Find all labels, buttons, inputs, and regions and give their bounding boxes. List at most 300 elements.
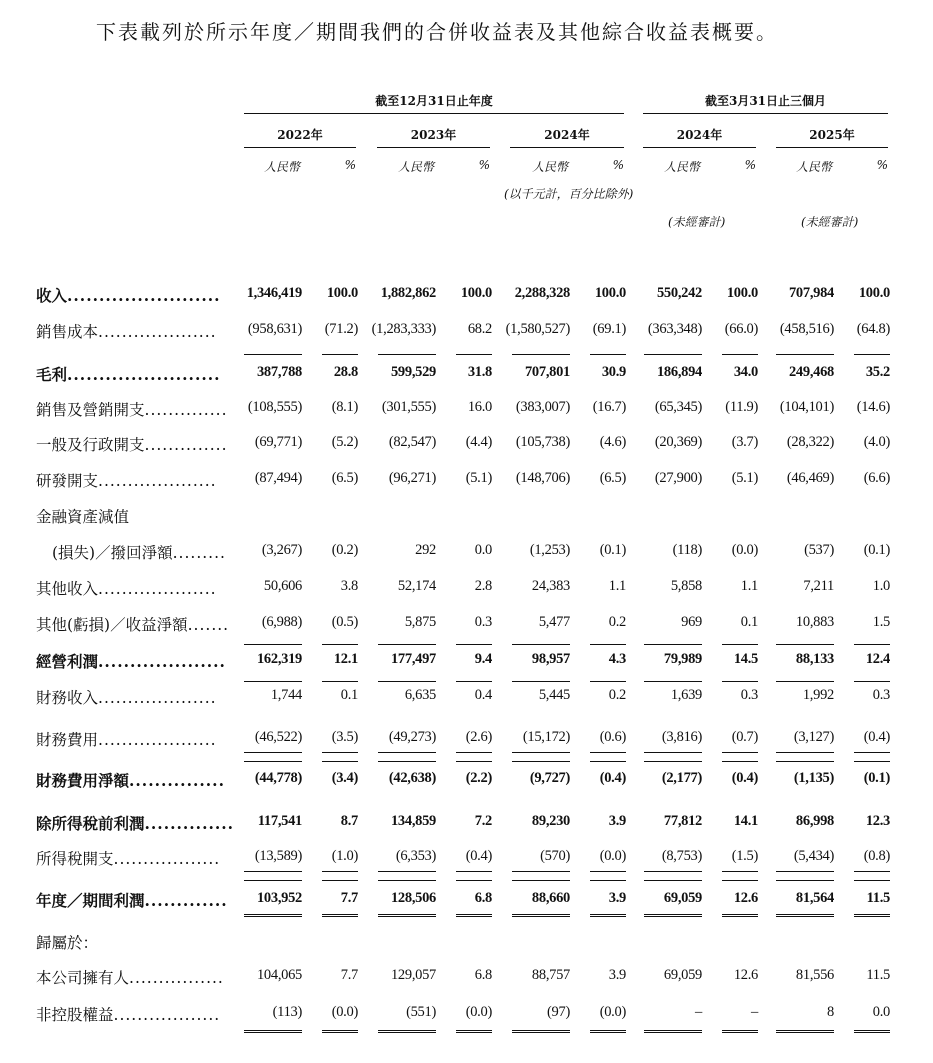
- subtotal-rule: [722, 752, 758, 753]
- table-cell: 10,883: [795, 614, 834, 630]
- total-double-rule: [244, 1030, 302, 1033]
- subtotal-rule: [378, 871, 436, 872]
- row-label-text: 本公司擁有人: [36, 969, 130, 987]
- table-cell: (5.2): [331, 434, 358, 450]
- percent-label: %: [876, 158, 888, 172]
- group-header-quarter: 截至3月31日止三個月: [704, 94, 827, 108]
- total-double-rule: [644, 1030, 702, 1033]
- table-cell: 77,812: [663, 813, 702, 829]
- subtotal-rule: [512, 880, 570, 881]
- subtotal-rule: [644, 681, 702, 682]
- total-double-rule: [590, 1030, 626, 1033]
- table-cell: (3.7): [731, 434, 758, 450]
- subtotal-rule: [378, 761, 436, 762]
- table-cell: (0.0): [731, 542, 758, 558]
- table-cell: 6.8: [474, 890, 492, 906]
- table-cell: (6.5): [331, 470, 358, 486]
- table-cell: 5,875: [404, 614, 436, 630]
- row-label-text: (損失)／撥回淨額: [52, 544, 173, 562]
- table-cell: (0.0): [465, 1004, 492, 1020]
- subtotal-rule: [456, 752, 492, 753]
- year-header-rule: [244, 147, 356, 148]
- table-cell: (64.8): [856, 321, 890, 337]
- table-cell: 2.8: [474, 578, 492, 594]
- row-label-text: 銷售成本: [36, 323, 99, 341]
- table-cell: (0.4): [465, 848, 492, 864]
- total-double-rule: [322, 1030, 358, 1033]
- table-cell: 3.9: [608, 967, 626, 983]
- leader-dots: ..................: [113, 850, 221, 868]
- table-cell: 249,468: [788, 364, 834, 380]
- subtotal-rule: [244, 761, 302, 762]
- table-cell: 69,059: [663, 890, 702, 906]
- table-cell: 88,133: [795, 651, 834, 667]
- table-cell: (118): [672, 542, 702, 558]
- leader-dots: ..............: [144, 814, 235, 833]
- table-cell: (4.6): [599, 434, 626, 450]
- table-cell: 35.2: [865, 364, 890, 380]
- subtotal-rule: [722, 761, 758, 762]
- subtotal-rule: [590, 880, 626, 881]
- subtotal-rule: [378, 644, 436, 645]
- row-label: [36, 650, 226, 672]
- table-cell: (97): [547, 1004, 570, 1020]
- subtotal-rule: [322, 761, 358, 762]
- row-label: [36, 541, 226, 563]
- table-cell: 0.4: [474, 687, 492, 703]
- table-cell: (46,469): [786, 470, 834, 486]
- row-label-text: 財務費用淨額: [36, 771, 130, 790]
- subtotal-rule: [322, 752, 358, 753]
- table-cell: 1,639: [670, 687, 702, 703]
- table-cell: 81,564: [795, 890, 834, 906]
- total-double-rule: [590, 914, 626, 917]
- subtotal-rule: [776, 871, 834, 872]
- leader-dots: .........: [172, 544, 226, 562]
- row-label: [36, 686, 218, 708]
- table-cell: (1.0): [331, 848, 358, 864]
- subtotal-rule: [378, 681, 436, 682]
- leader-dots: .............: [144, 891, 228, 910]
- subtotal-rule: [590, 752, 626, 753]
- table-cell: 100.0: [858, 285, 890, 301]
- leader-dots: ........................: [67, 286, 221, 305]
- table-cell: (87,494): [254, 470, 302, 486]
- table-cell: 24,383: [531, 578, 570, 594]
- subtotal-rule: [590, 681, 626, 682]
- table-cell: 1,346,419: [246, 285, 302, 301]
- subtotal-rule: [854, 644, 890, 645]
- table-cell: 6,635: [404, 687, 436, 703]
- row-label: [36, 433, 228, 455]
- table-cell: (6,353): [395, 848, 436, 864]
- row-label: [36, 363, 221, 385]
- currency-label: 人民幣: [263, 160, 300, 174]
- table-cell: 3.9: [608, 813, 626, 829]
- unaudited-label: (未經審計): [668, 215, 726, 229]
- subtotal-rule: [722, 880, 758, 881]
- table-cell: (27,900): [654, 470, 702, 486]
- subtotal-rule: [322, 354, 358, 355]
- leader-dots: ........................: [67, 365, 221, 384]
- total-double-rule: [512, 1030, 570, 1033]
- row-label-text: 其他(虧損)／收益淨額: [36, 616, 188, 634]
- table-cell: (0.6): [599, 729, 626, 745]
- table-cell: 292: [415, 542, 436, 558]
- table-cell: 88,757: [531, 967, 570, 983]
- leader-dots: ...............: [129, 771, 225, 790]
- year-header: 2025年: [809, 128, 855, 142]
- subtotal-rule: [590, 871, 626, 872]
- total-double-rule: [776, 1030, 834, 1033]
- table-cell: 5,445: [538, 687, 570, 703]
- intro-text: 下表載列於所示年度／期間我們的合併收益表及其他綜合收益表概要。: [96, 20, 778, 44]
- table-cell: 88,660: [531, 890, 570, 906]
- leader-dots: ....................: [98, 472, 217, 490]
- subtotal-rule: [644, 644, 702, 645]
- total-double-rule: [512, 914, 570, 917]
- row-label: [36, 613, 230, 635]
- currency-label: 人民幣: [663, 160, 700, 174]
- table-cell: 117,541: [257, 813, 302, 829]
- subtotal-rule: [244, 644, 302, 645]
- total-double-rule: [322, 914, 358, 917]
- row-label: [36, 812, 235, 834]
- table-cell: 0.2: [608, 687, 626, 703]
- year-header-rule: [510, 147, 624, 148]
- total-double-rule: [378, 1030, 436, 1033]
- table-cell: (8,753): [661, 848, 702, 864]
- table-cell: 550,242: [656, 285, 702, 301]
- table-cell: 69,059: [663, 967, 702, 983]
- subtotal-rule: [512, 752, 570, 753]
- currency-label: 人民幣: [795, 160, 832, 174]
- leader-dots: ....................: [98, 323, 217, 341]
- total-double-rule: [722, 1030, 758, 1033]
- row-label: [36, 398, 228, 420]
- table-cell: 6.8: [474, 967, 492, 983]
- table-cell: 969: [681, 614, 702, 630]
- row-label-text: 財務費用: [36, 731, 99, 749]
- table-cell: 0.2: [608, 614, 626, 630]
- table-cell: (551): [406, 1004, 436, 1020]
- row-label-text: 其他收入: [36, 580, 99, 598]
- subtotal-rule: [776, 681, 834, 682]
- row-label-text: 研發開支: [36, 472, 99, 490]
- table-cell: (44,778): [254, 770, 302, 786]
- table-cell: 1.1: [740, 578, 758, 594]
- subtotal-rule: [456, 880, 492, 881]
- table-cell: (1.5): [731, 848, 758, 864]
- table-cell: 1,744: [270, 687, 302, 703]
- table-cell: 387,788: [256, 364, 302, 380]
- table-cell: 134,859: [390, 813, 436, 829]
- table-cell: 30.9: [601, 364, 626, 380]
- table-cell: (383,007): [515, 399, 570, 415]
- table-cell: (0.1): [863, 770, 890, 786]
- table-cell: 14.1: [733, 813, 758, 829]
- subtotal-rule: [854, 871, 890, 872]
- table-cell: 11.5: [866, 890, 890, 906]
- table-cell: (13,589): [254, 848, 302, 864]
- table-cell: (0.1): [863, 542, 890, 558]
- table-cell: (0.1): [599, 542, 626, 558]
- subtotal-rule: [776, 761, 834, 762]
- table-cell: (6.5): [599, 470, 626, 486]
- table-cell: (0.4): [599, 770, 626, 786]
- table-cell: 8.7: [340, 813, 358, 829]
- table-cell: 2,288,328: [514, 285, 570, 301]
- table-cell: 3.9: [608, 890, 626, 906]
- table-cell: 129,057: [390, 967, 436, 983]
- table-cell: (5.1): [465, 470, 492, 486]
- row-label: [36, 728, 218, 750]
- table-cell: (96,271): [388, 470, 436, 486]
- table-cell: (3,127): [793, 729, 834, 745]
- table-cell: (0.4): [863, 729, 890, 745]
- table-cell: 162,319: [256, 651, 302, 667]
- subtotal-rule: [776, 752, 834, 753]
- table-cell: 79,989: [663, 651, 702, 667]
- leader-dots: ................: [129, 969, 224, 987]
- leader-dots: .......: [187, 616, 230, 634]
- subtotal-rule: [378, 752, 436, 753]
- table-cell: –: [751, 1004, 758, 1020]
- subtotal-rule: [854, 752, 890, 753]
- group-header-annual: 截至12月31日止年度: [375, 94, 493, 108]
- row-label-text: 除所得稅前利潤: [36, 814, 145, 833]
- year-header-rule: [776, 147, 888, 148]
- subtotal-rule: [590, 644, 626, 645]
- table-cell: 186,894: [656, 364, 702, 380]
- total-double-rule: [854, 914, 890, 917]
- row-label-text: 收入: [36, 286, 68, 305]
- row-label-text: 毛利: [36, 365, 68, 384]
- table-cell: (28,322): [786, 434, 834, 450]
- leader-dots: ....................: [98, 652, 226, 671]
- subtotal-rule: [854, 880, 890, 881]
- table-cell: 12.1: [333, 651, 358, 667]
- table-cell: 3.8: [340, 578, 358, 594]
- currency-label: 人民幣: [531, 160, 568, 174]
- table-cell: (0.0): [599, 848, 626, 864]
- row-label: [36, 284, 221, 306]
- table-cell: (0.8): [863, 848, 890, 864]
- subtotal-rule: [590, 761, 626, 762]
- table-cell: (66.0): [724, 321, 758, 337]
- table-cell: 98,957: [531, 651, 570, 667]
- subtotal-rule: [244, 681, 302, 682]
- table-cell: 8: [827, 1004, 834, 1020]
- table-cell: (0.7): [731, 729, 758, 745]
- table-cell: 100.0: [726, 285, 758, 301]
- total-double-rule: [378, 914, 436, 917]
- table-cell: 0.1: [340, 687, 358, 703]
- table-cell: 128,506: [390, 890, 436, 906]
- table-cell: (8.1): [331, 399, 358, 415]
- table-cell: 1.5: [872, 614, 890, 630]
- table-cell: 707,801: [524, 364, 570, 380]
- table-cell: (1,283,333): [371, 321, 436, 337]
- year-header: 2024年: [676, 128, 723, 142]
- table-cell: (3.4): [331, 770, 358, 786]
- table-cell: 12.4: [865, 651, 890, 667]
- subtotal-rule: [776, 644, 834, 645]
- table-cell: (15,172): [522, 729, 570, 745]
- table-cell: (113): [272, 1004, 302, 1020]
- table-cell: 52,174: [397, 578, 436, 594]
- subtotal-rule: [512, 681, 570, 682]
- table-cell: (82,547): [388, 434, 436, 450]
- table-cell: 5,477: [538, 614, 570, 630]
- total-double-rule: [854, 1030, 890, 1033]
- table-cell: (5.1): [731, 470, 758, 486]
- table-cell: 9.4: [474, 651, 492, 667]
- leader-dots: ..............: [144, 436, 228, 454]
- table-cell: 0.3: [474, 614, 492, 630]
- subtotal-rule: [854, 761, 890, 762]
- table-cell: (9,727): [529, 770, 570, 786]
- table-cell: 50,606: [263, 578, 302, 594]
- subtotal-rule: [244, 752, 302, 753]
- year-header-rule: [377, 147, 490, 148]
- table-cell: 100.0: [326, 285, 358, 301]
- table-cell: (458,516): [779, 321, 834, 337]
- currency-label: 人民幣: [397, 160, 434, 174]
- table-cell: 7.2: [474, 813, 492, 829]
- table-cell: (104,101): [779, 399, 834, 415]
- table-cell: 0.1: [740, 614, 758, 630]
- total-double-rule: [456, 914, 492, 917]
- subtotal-rule: [456, 644, 492, 645]
- subtotal-rule: [722, 681, 758, 682]
- row-label: [36, 966, 224, 988]
- row-label: [36, 505, 218, 527]
- subtotal-rule: [644, 752, 702, 753]
- leader-dots: ..................: [113, 1006, 221, 1024]
- table-cell: 12.6: [733, 967, 758, 983]
- table-cell: (11.9): [725, 399, 758, 415]
- group-header-quarter-rule: [643, 113, 888, 114]
- table-cell: (71.2): [324, 321, 358, 337]
- table-cell: 1.1: [608, 578, 626, 594]
- total-double-rule: [456, 1030, 492, 1033]
- subtotal-rule: [456, 761, 492, 762]
- subtotal-rule: [722, 354, 758, 355]
- table-cell: 34.0: [733, 364, 758, 380]
- table-cell: (3,816): [661, 729, 702, 745]
- table-cell: 104,065: [256, 967, 302, 983]
- table-cell: 16.0: [467, 399, 492, 415]
- table-cell: 81,556: [795, 967, 834, 983]
- table-cell: (0.2): [331, 542, 358, 558]
- table-cell: 4.3: [608, 651, 626, 667]
- table-cell: (6,988): [261, 614, 302, 630]
- table-cell: (105,738): [515, 434, 570, 450]
- table-cell: (537): [804, 542, 834, 558]
- subtotal-rule: [776, 880, 834, 881]
- total-double-rule: [244, 914, 302, 917]
- table-cell: 12.3: [865, 813, 890, 829]
- table-cell: (46,522): [254, 729, 302, 745]
- table-cell: (14.6): [856, 399, 890, 415]
- table-cell: 14.5: [733, 651, 758, 667]
- table-cell: 89,230: [531, 813, 570, 829]
- row-label-text: 經營利潤: [36, 652, 99, 671]
- table-cell: 0.0: [872, 1004, 890, 1020]
- subtotal-rule: [644, 871, 702, 872]
- total-double-rule: [644, 914, 702, 917]
- year-header: 2022年: [277, 128, 323, 142]
- subtotal-rule: [512, 761, 570, 762]
- unit-note: (以千元計，百分比除外): [504, 187, 634, 201]
- row-label-text: 銷售及營銷開支: [36, 401, 145, 419]
- percent-label: %: [344, 158, 356, 172]
- leader-dots: ....................: [98, 731, 217, 749]
- table-cell: 28.8: [333, 364, 358, 380]
- row-label-text: 一般及行政開支: [36, 436, 145, 454]
- subtotal-rule: [722, 644, 758, 645]
- unaudited-label: (未經審計): [801, 215, 859, 229]
- table-cell: 100.0: [460, 285, 492, 301]
- table-cell: 68.2: [467, 321, 492, 337]
- table-cell: 1,992: [802, 687, 834, 703]
- subtotal-rule: [378, 354, 436, 355]
- subtotal-rule: [854, 354, 890, 355]
- subtotal-rule: [378, 880, 436, 881]
- table-cell: 707,984: [788, 285, 834, 301]
- subtotal-rule: [776, 354, 834, 355]
- table-cell: (6.6): [863, 470, 890, 486]
- table-cell: (1,580,527): [505, 321, 570, 337]
- leader-dots: ..............: [144, 401, 228, 419]
- table-cell: (69,771): [254, 434, 302, 450]
- row-label: [36, 577, 218, 599]
- row-label-text: 金融資產減值: [36, 508, 130, 526]
- subtotal-rule: [322, 880, 358, 881]
- row-label: [36, 1003, 221, 1025]
- table-cell: 100.0: [594, 285, 626, 301]
- row-label-text: 非控股權益: [36, 1006, 114, 1024]
- row-label: [36, 847, 221, 869]
- table-cell: (2,177): [661, 770, 702, 786]
- table-cell: 7.7: [340, 967, 358, 983]
- row-label-text: 歸屬於：: [36, 934, 99, 952]
- row-label: [36, 320, 218, 342]
- subtotal-rule: [644, 761, 702, 762]
- table-cell: 0.3: [740, 687, 758, 703]
- subtotal-rule: [322, 681, 358, 682]
- table-cell: (363,348): [647, 321, 702, 337]
- table-cell: 177,497: [390, 651, 436, 667]
- table-cell: (2.2): [465, 770, 492, 786]
- table-cell: (1,135): [793, 770, 834, 786]
- row-label-text: 財務收入: [36, 689, 99, 707]
- total-double-rule: [776, 914, 834, 917]
- subtotal-rule: [456, 681, 492, 682]
- table-cell: 86,998: [795, 813, 834, 829]
- row-label: [36, 469, 218, 491]
- table-cell: 0.3: [872, 687, 890, 703]
- table-cell: (49,273): [388, 729, 436, 745]
- table-cell: (20,369): [654, 434, 702, 450]
- table-cell: (0.4): [731, 770, 758, 786]
- subtotal-rule: [244, 871, 302, 872]
- table-cell: (65,345): [654, 399, 702, 415]
- table-cell: (570): [540, 848, 570, 864]
- table-cell: (108,555): [247, 399, 302, 415]
- table-cell: (5,434): [793, 848, 834, 864]
